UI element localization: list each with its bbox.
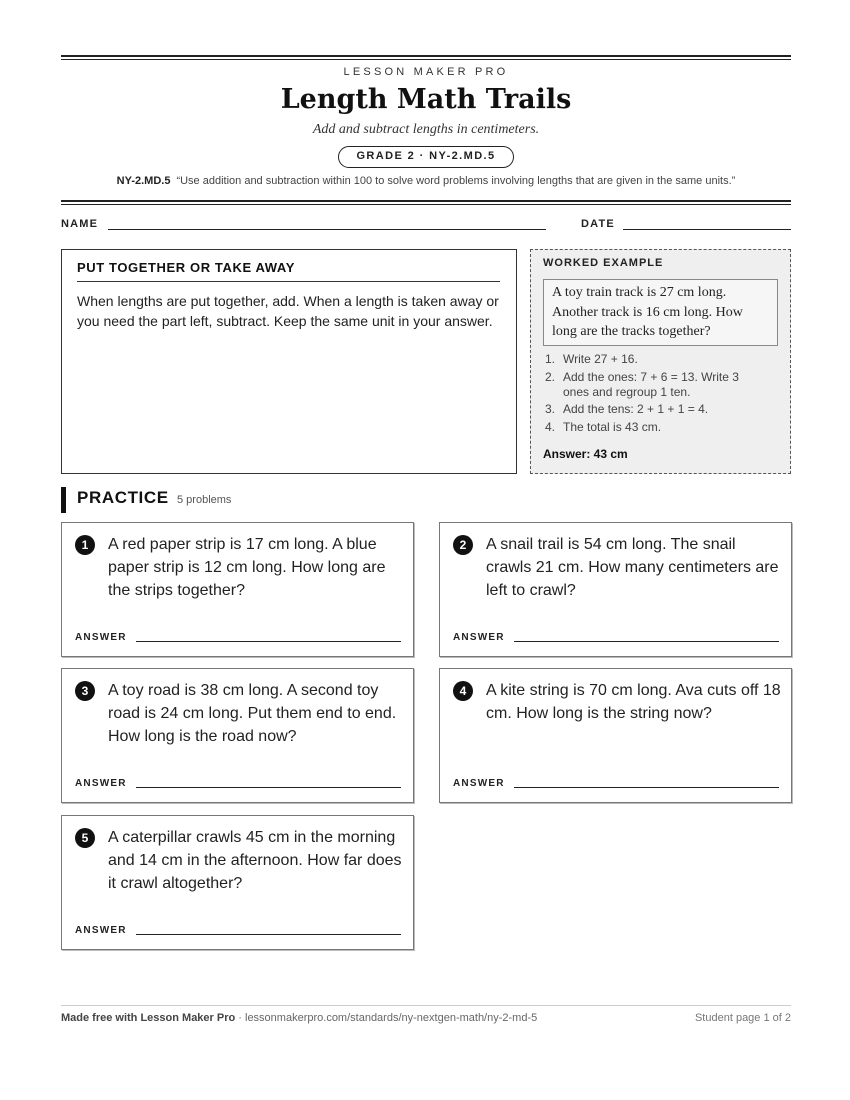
problem-number-badge: 3	[75, 681, 95, 701]
practice-heading: PRACTICE	[77, 488, 169, 507]
problem-text: A kite string is 70 cm long. Ava cuts off 18 cm. How long is the string now?	[486, 682, 781, 722]
problem-card-4	[439, 668, 792, 803]
answer-line[interactable]	[136, 641, 401, 642]
footer-page-number: Student page 1 of 2	[694, 1012, 791, 1024]
answer-label: ANSWER	[75, 632, 127, 643]
problem-text: A snail trail is 54 cm long. The snail crawls 21 cm. How many centimeters are left to crawl?	[486, 536, 779, 599]
answer-line[interactable]	[136, 934, 401, 935]
problem-number-badge: 4	[453, 681, 473, 701]
answer-line[interactable]	[514, 641, 779, 642]
worked-example-steps	[543, 350, 779, 436]
worked-example-answer: Answer: 43 cm	[543, 447, 628, 461]
problem-text: A caterpillar crawls 45 cm in the morning and 14 cm in the afternoon. How far does it crawl altogether?	[108, 829, 402, 892]
footer-url[interactable]: lessonmakerpro.com/standards/ny-nextgen-math/ny-2-md-5	[245, 1012, 538, 1024]
header-bottom-rule	[61, 200, 791, 205]
date-label: DATE	[581, 218, 615, 230]
concept-box	[61, 249, 517, 474]
problem-text: A toy road is 38 cm long. A second toy road is 24 cm long. Put them end to end. How long is the road now?	[108, 682, 397, 745]
standard-statement	[61, 175, 791, 187]
name-field-line[interactable]	[108, 229, 546, 230]
practice-count: 5 problems	[177, 494, 232, 506]
problem-number-badge: 2	[453, 535, 473, 555]
concept-heading: PUT TOGETHER OR TAKE AWAY	[77, 260, 500, 282]
answer-line[interactable]	[514, 787, 779, 788]
worked-step: 3. Add the tens: 2 + 1 + 1 = 4.	[545, 402, 709, 416]
problem-text: A red paper strip is 17 cm long. A blue paper strip is 12 cm long. How long are the strips together?	[108, 536, 386, 599]
problem-card-5	[61, 815, 414, 950]
worked-step: 1. Write 27 + 16.	[545, 352, 638, 366]
answer-label: ANSWER	[453, 632, 505, 643]
standard-code: NY-2.MD.5	[116, 175, 171, 187]
answer-label: ANSWER	[453, 778, 505, 789]
worked-example-box	[530, 249, 791, 474]
name-label: NAME	[61, 218, 99, 230]
problem-card-2	[439, 522, 792, 657]
answer-line[interactable]	[136, 787, 401, 788]
problem-number-badge: 5	[75, 828, 95, 848]
header-top-rule	[61, 55, 791, 60]
footer-credit	[61, 1012, 537, 1024]
concept-body: When lengths are put together, add. When a length is taken away or you need the part left, subtract. Keep the same unit in your answer.	[77, 293, 499, 329]
worked-step: 2. Add the ones: 7 + 6 = 13. Write 3 ones and regroup 1 ten.	[545, 370, 739, 399]
worksheet-subtitle: Add and subtract lengths in centimeters.	[312, 122, 540, 137]
practice-accent-bar	[61, 487, 66, 513]
answer-label: ANSWER	[75, 925, 127, 936]
answer-label: ANSWER	[75, 778, 127, 789]
footer-separator: ·	[235, 1012, 245, 1024]
footer-rule	[61, 1005, 791, 1006]
brand-name: LESSON MAKER PRO	[343, 66, 509, 78]
worked-example-label: WORKED EXAMPLE	[543, 257, 664, 269]
problem-card-1	[61, 522, 414, 657]
problem-card-3	[61, 668, 414, 803]
date-field-line[interactable]	[623, 229, 791, 230]
worked-step: 4. The total is 43 cm.	[545, 420, 662, 434]
footer-made-with: Made free with Lesson Maker Pro	[61, 1012, 236, 1024]
worksheet-title: Length Math Trails	[280, 84, 572, 115]
standard-text: “Use addition and subtraction within 100 to solve word problems involving lengths that are given in the same units.”	[176, 175, 736, 187]
worked-example-problem: A toy train track is 27 cm long. Another track is 16 cm long. How long are the tracks together?	[543, 279, 778, 346]
grade-standard-badge: GRADE 2 · NY-2.MD.5	[338, 146, 514, 168]
problem-number-badge: 1	[75, 535, 95, 555]
